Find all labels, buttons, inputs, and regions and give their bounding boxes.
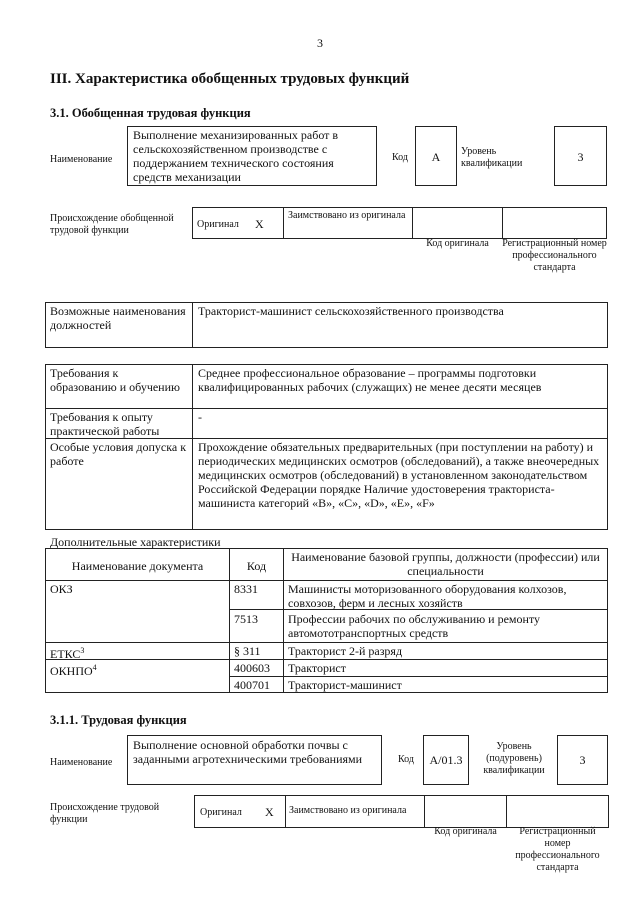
additional-header-code: Код xyxy=(246,559,267,573)
gtf-code-label: Код xyxy=(392,152,408,163)
gtf-code-orig-caption: Код оригинала xyxy=(426,238,489,249)
additional-header-name: Наименование базовой группы, должности (профессии) или специальности xyxy=(291,550,600,578)
req-conditions-label: Особые условия допуска к работе xyxy=(50,440,187,468)
additional-row-doc: ОКЗ xyxy=(50,582,73,596)
req-conditions-value: Прохождение обязательных предварительных (при поступлении на работу) и периодических медицинских осмотров (обследований), а также внеочередных медицинских осмотров (обследований) в установленном законодательством Российской Федерации порядке Наличие удостоверения тракториста-машиниста категорий «В», «С», «D», «Е», «F» xyxy=(198,440,600,510)
gtf-original-label: Оригинал xyxy=(197,219,239,230)
req-experience-value: - xyxy=(198,410,202,424)
additional-row-name: Тракторист xyxy=(288,661,346,675)
tf-reg-num-caption: Регистрационный номер профессионального стандарта xyxy=(515,826,600,873)
page-number: 3 xyxy=(317,36,323,50)
tf-original-mark: X xyxy=(265,805,274,819)
gtf-heading: 3.1. Обобщенная трудовая функция xyxy=(50,106,251,120)
req-education-label: Требования к образованию и обучению xyxy=(50,366,180,394)
gtf-borrowed-label: Заимствовано из оригинала xyxy=(288,210,406,221)
additional-row-name: Тракторист-машинист xyxy=(288,678,402,692)
tf-code-value: A/01.3 xyxy=(423,735,469,785)
tf-heading: 3.1.1. Трудовая функция xyxy=(50,713,187,727)
tf-level-value: 3 xyxy=(557,735,608,785)
positions-value: Тракторист-машинист сельскохозяйственного производства xyxy=(198,304,504,318)
gtf-level-value: 3 xyxy=(554,126,607,186)
tf-borrowed-label: Заимствовано из оригинала xyxy=(289,805,407,816)
additional-row-code: 8331 xyxy=(234,582,258,596)
additional-row-name: Профессии рабочих по обслуживанию и ремонту автомототранспортных средств xyxy=(288,612,541,640)
tf-level-label: Уровень (подуровень) квалификации xyxy=(483,741,545,776)
tf-origin-label: Происхождение трудовой функции xyxy=(50,802,160,825)
additional-row-code: § 311 xyxy=(234,644,261,658)
gtf-code-value: А xyxy=(415,126,457,186)
additional-header-doc: Наименование документа xyxy=(71,559,204,573)
section-title: III. Характеристика обобщенных трудовых функций xyxy=(50,71,410,87)
tf-original-label: Оригинал xyxy=(200,807,242,818)
req-experience-label: Требования к опыту практической работы xyxy=(50,410,160,438)
additional-row-name: Тракторист 2-й разряд xyxy=(288,644,403,658)
positions-label: Возможные наименования должностей xyxy=(50,304,186,332)
req-education-value: Среднее профессиональное образование – программы подготовки квалифицированных рабочих (служащих) не менее десяти месяцев xyxy=(198,366,542,394)
gtf-name-label: Наименование xyxy=(50,154,113,165)
tf-code-label: Код xyxy=(398,754,414,765)
additional-heading: Дополнительные характеристики xyxy=(50,535,221,549)
additional-row-doc: ЕТКС$^3$ xyxy=(50,646,85,661)
additional-row-code: 400701 xyxy=(234,678,270,692)
gtf-original-mark: X xyxy=(255,217,264,231)
gtf-level-label: Уровень квалификации xyxy=(461,146,523,169)
gtf-reg-num-caption: Регистрационный номер профессионального стандарта xyxy=(502,238,607,273)
additional-row-code: 400603 xyxy=(234,661,270,675)
additional-row-doc: ОКНПО$^4$ xyxy=(50,663,97,678)
tf-name-value: Выполнение основной обработки почвы с заданными агротехническими требованиями xyxy=(127,735,382,785)
gtf-origin-label: Происхождение обобщенной трудовой функции xyxy=(50,213,174,236)
additional-row-code: 7513 xyxy=(234,612,258,626)
additional-row-name: Машинисты моторизованного оборудования колхозов, совхозов, ферм и лесных хозяйств xyxy=(288,582,567,610)
tf-name-label: Наименование xyxy=(50,757,113,768)
gtf-name-value: Выполнение механизированных работ в сельскохозяйственном производстве с поддержанием технического состояния средств механизации xyxy=(127,126,377,186)
tf-code-orig-caption: Код оригинала xyxy=(434,826,497,837)
